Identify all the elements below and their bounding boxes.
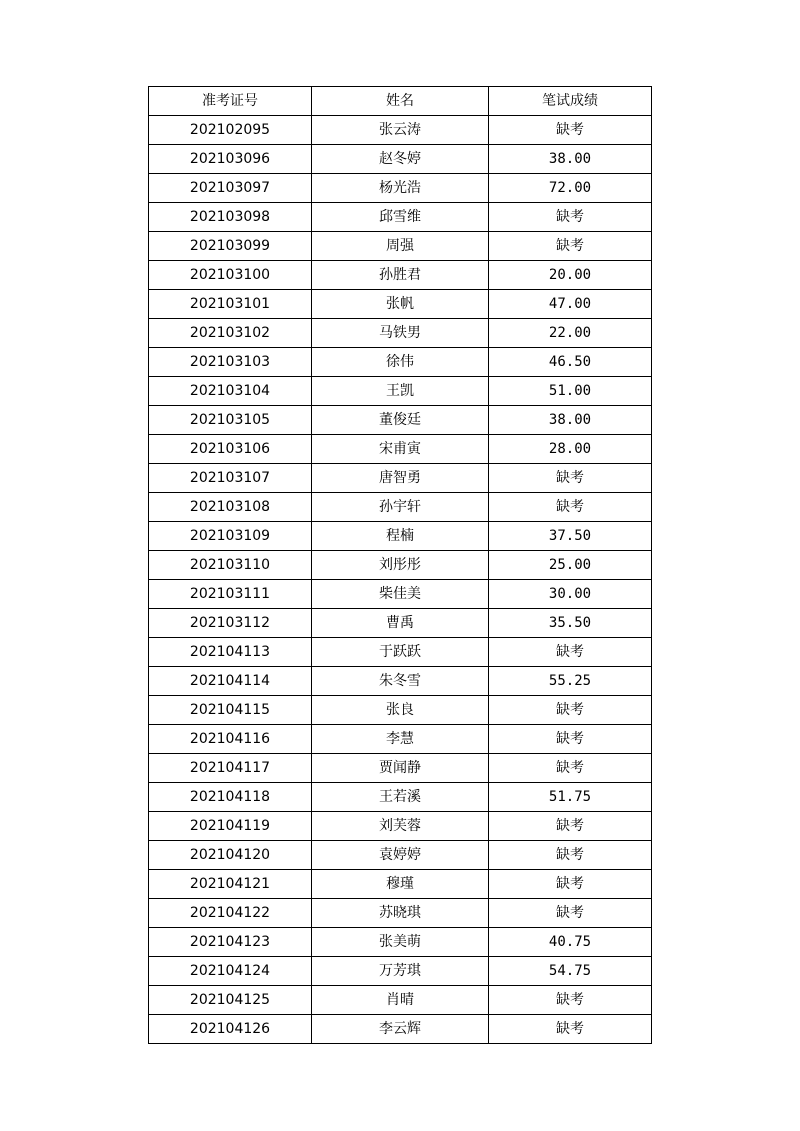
name-cell: 周强 <box>312 232 489 261</box>
name-cell: 李慧 <box>312 725 489 754</box>
table-row <box>149 174 652 203</box>
score-cell: 38.00 <box>489 145 652 174</box>
name-cell: 柴佳美 <box>312 580 489 609</box>
name-cell: 董俊廷 <box>312 406 489 435</box>
exam-id-cell: 202104120 <box>149 841 312 870</box>
exam-id-cell: 202103102 <box>149 319 312 348</box>
exam-id-cell: 202103106 <box>149 435 312 464</box>
name-cell: 王若溪 <box>312 783 489 812</box>
table-row <box>149 638 652 667</box>
exam-id-cell: 202104126 <box>149 1015 312 1044</box>
exam-id-cell: 202103100 <box>149 261 312 290</box>
name-cell: 孙宇轩 <box>312 493 489 522</box>
name-cell: 万芳琪 <box>312 957 489 986</box>
exam-id-cell: 202104116 <box>149 725 312 754</box>
score-cell: 35.50 <box>489 609 652 638</box>
exam-id-cell: 202103110 <box>149 551 312 580</box>
table-row <box>149 145 652 174</box>
score-cell: 缺考 <box>489 899 652 928</box>
exam-id-cell: 202104125 <box>149 986 312 1015</box>
score-cell: 46.50 <box>489 348 652 377</box>
table-row <box>149 406 652 435</box>
score-cell: 20.00 <box>489 261 652 290</box>
name-cell: 杨光浩 <box>312 174 489 203</box>
name-cell: 程楠 <box>312 522 489 551</box>
table-row <box>149 899 652 928</box>
score-cell: 51.75 <box>489 783 652 812</box>
exam-id-cell: 202103107 <box>149 464 312 493</box>
exam-id-cell: 202104117 <box>149 754 312 783</box>
table-row <box>149 203 652 232</box>
table-row <box>149 319 652 348</box>
table-row <box>149 261 652 290</box>
table-row <box>149 841 652 870</box>
score-cell: 缺考 <box>489 986 652 1015</box>
table-row <box>149 464 652 493</box>
exam-id-cell: 202103111 <box>149 580 312 609</box>
exam-id-cell: 202102095 <box>149 116 312 145</box>
table-row <box>149 377 652 406</box>
name-cell: 贾闻静 <box>312 754 489 783</box>
table-row <box>149 609 652 638</box>
table-row <box>149 812 652 841</box>
name-cell: 王凯 <box>312 377 489 406</box>
exam-id-cell: 202104118 <box>149 783 312 812</box>
table-row <box>149 580 652 609</box>
score-cell: 38.00 <box>489 406 652 435</box>
exam-id-cell: 202104114 <box>149 667 312 696</box>
name-cell: 刘芙蓉 <box>312 812 489 841</box>
name-cell: 唐智勇 <box>312 464 489 493</box>
name-cell: 孙胜君 <box>312 261 489 290</box>
header-score: 笔试成绩 <box>489 87 652 116</box>
header-name: 姓名 <box>312 87 489 116</box>
name-cell: 张云涛 <box>312 116 489 145</box>
name-cell: 肖晴 <box>312 986 489 1015</box>
exam-id-cell: 202103112 <box>149 609 312 638</box>
exam-id-cell: 202103099 <box>149 232 312 261</box>
table-row <box>149 754 652 783</box>
score-cell: 37.50 <box>489 522 652 551</box>
score-cell: 缺考 <box>489 725 652 754</box>
header-exam-id: 准考证号 <box>149 87 312 116</box>
exam-id-cell: 202104124 <box>149 957 312 986</box>
table-row <box>149 232 652 261</box>
table-row <box>149 870 652 899</box>
score-cell: 54.75 <box>489 957 652 986</box>
table-row <box>149 116 652 145</box>
name-cell: 宋甫寅 <box>312 435 489 464</box>
exam-id-cell: 202103109 <box>149 522 312 551</box>
score-cell: 缺考 <box>489 754 652 783</box>
exam-id-cell: 202104119 <box>149 812 312 841</box>
table-row <box>149 696 652 725</box>
name-cell: 张帆 <box>312 290 489 319</box>
table-row <box>149 928 652 957</box>
name-cell: 徐伟 <box>312 348 489 377</box>
score-cell: 28.00 <box>489 435 652 464</box>
exam-id-cell: 202104113 <box>149 638 312 667</box>
name-cell: 张美萌 <box>312 928 489 957</box>
score-cell: 缺考 <box>489 116 652 145</box>
name-cell: 朱冬雪 <box>312 667 489 696</box>
exam-id-cell: 202103097 <box>149 174 312 203</box>
name-cell: 马铁男 <box>312 319 489 348</box>
score-cell: 缺考 <box>489 1015 652 1044</box>
table-row <box>149 435 652 464</box>
score-cell: 25.00 <box>489 551 652 580</box>
score-cell: 缺考 <box>489 841 652 870</box>
table-row <box>149 522 652 551</box>
name-cell: 于跃跃 <box>312 638 489 667</box>
name-cell: 曹禹 <box>312 609 489 638</box>
exam-id-cell: 202103105 <box>149 406 312 435</box>
name-cell: 袁婷婷 <box>312 841 489 870</box>
exam-id-cell: 202103108 <box>149 493 312 522</box>
score-cell: 缺考 <box>489 870 652 899</box>
table-row <box>149 551 652 580</box>
table-row <box>149 957 652 986</box>
name-cell: 苏晓琪 <box>312 899 489 928</box>
name-cell: 赵冬婷 <box>312 145 489 174</box>
score-cell: 55.25 <box>489 667 652 696</box>
score-cell: 72.00 <box>489 174 652 203</box>
name-cell: 穆瑾 <box>312 870 489 899</box>
exam-id-cell: 202103098 <box>149 203 312 232</box>
score-cell: 30.00 <box>489 580 652 609</box>
table-row <box>149 290 652 319</box>
name-cell: 李云辉 <box>312 1015 489 1044</box>
table-row <box>149 1015 652 1044</box>
score-cell: 缺考 <box>489 464 652 493</box>
score-cell: 40.75 <box>489 928 652 957</box>
score-cell: 缺考 <box>489 696 652 725</box>
score-cell: 缺考 <box>489 812 652 841</box>
score-cell: 缺考 <box>489 638 652 667</box>
exam-id-cell: 202103096 <box>149 145 312 174</box>
exam-id-cell: 202103101 <box>149 290 312 319</box>
exam-id-cell: 202104115 <box>149 696 312 725</box>
name-cell: 张良 <box>312 696 489 725</box>
exam-id-cell: 202103103 <box>149 348 312 377</box>
table-row <box>149 493 652 522</box>
table-row <box>149 986 652 1015</box>
score-cell: 缺考 <box>489 203 652 232</box>
score-cell: 缺考 <box>489 493 652 522</box>
score-cell: 51.00 <box>489 377 652 406</box>
table-row <box>149 667 652 696</box>
table-row <box>149 348 652 377</box>
table-header-row <box>149 87 652 116</box>
table-row <box>149 783 652 812</box>
score-table <box>148 86 652 1044</box>
exam-id-cell: 202104121 <box>149 870 312 899</box>
exam-id-cell: 202103104 <box>149 377 312 406</box>
score-cell: 47.00 <box>489 290 652 319</box>
score-cell: 22.00 <box>489 319 652 348</box>
table-row <box>149 725 652 754</box>
name-cell: 刘彤彤 <box>312 551 489 580</box>
exam-id-cell: 202104122 <box>149 899 312 928</box>
exam-id-cell: 202104123 <box>149 928 312 957</box>
score-cell: 缺考 <box>489 232 652 261</box>
name-cell: 邱雪维 <box>312 203 489 232</box>
